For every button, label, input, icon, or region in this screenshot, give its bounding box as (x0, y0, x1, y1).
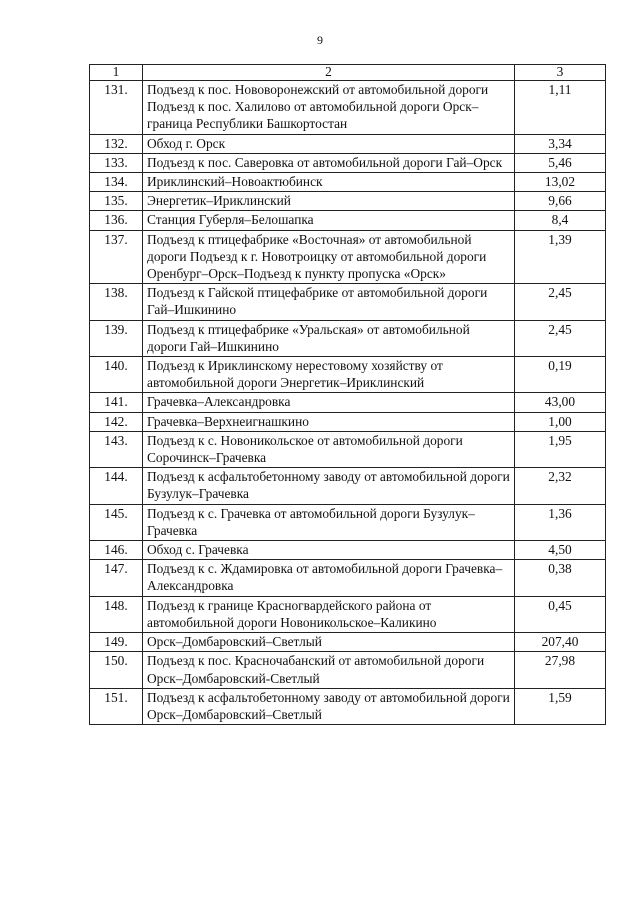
row-number: 149. (90, 633, 143, 652)
road-length: 0,45 (515, 596, 606, 632)
road-name: Подъезд к с. Ждамировка от автомобильной дороги Грачевка–Александровка (143, 560, 515, 596)
road-name: Станция Губерля–Белошапка (143, 211, 515, 230)
road-name: Подъезд к Гайской птицефабрике от автомобильной дороги Гай–Ишкинино (143, 284, 515, 320)
road-length: 2,32 (515, 468, 606, 504)
road-name: Подъезд к асфальтобетонному заводу от автомобильной дороги Бузулук–Грачевка (143, 468, 515, 504)
road-name: Подъезд к с. Новоникольское от автомобильной дороги Сорочинск–Грачевка (143, 431, 515, 467)
page-number: 9 (317, 33, 323, 47)
road-name: Грачевка–Верхнеигнашкино (143, 412, 515, 431)
table-row (90, 596, 606, 632)
row-number: 134. (90, 173, 143, 192)
table-row (90, 504, 606, 540)
column-header-length: 3 (515, 65, 606, 81)
table-header-row (90, 65, 606, 81)
road-length: 1,00 (515, 412, 606, 431)
table-row (90, 211, 606, 230)
row-number: 144. (90, 468, 143, 504)
row-number: 142. (90, 412, 143, 431)
table-row (90, 173, 606, 192)
roads-table (89, 64, 606, 725)
row-number: 148. (90, 596, 143, 632)
table-row (90, 431, 606, 467)
road-length: 27,98 (515, 652, 606, 688)
road-length: 4,50 (515, 541, 606, 560)
road-length: 3,34 (515, 134, 606, 153)
row-number: 150. (90, 652, 143, 688)
row-number: 137. (90, 230, 143, 284)
road-length: 1,95 (515, 431, 606, 467)
row-number: 140. (90, 357, 143, 393)
row-number: 133. (90, 153, 143, 172)
column-header-number: 1 (90, 65, 143, 81)
table-row (90, 652, 606, 688)
table-row (90, 688, 606, 724)
row-number: 145. (90, 504, 143, 540)
row-number: 139. (90, 320, 143, 356)
road-length: 0,19 (515, 357, 606, 393)
row-number: 151. (90, 688, 143, 724)
road-name: Подъезд к Ириклинскому нерестовому хозяйству от автомобильной дороги Энергетик–Ириклинский (143, 357, 515, 393)
road-length: 1,11 (515, 81, 606, 135)
table-row (90, 633, 606, 652)
row-number: 143. (90, 431, 143, 467)
road-name: Подъезд к птицефабрике «Восточная» от автомобильной дороги Подъезд к г. Новотроицку от автомобильной дороги Оренбург–Орск–Подъезд к пункту пропуска «Орск» (143, 230, 515, 284)
table-row (90, 192, 606, 211)
road-name: Ириклинский–Новоактюбинск (143, 173, 515, 192)
road-name: Обход с. Грачевка (143, 541, 515, 560)
road-name: Подъезд к пос. Саверовка от автомобильной дороги Гай–Орск (143, 153, 515, 172)
road-name: Подъезд к птицефабрике «Уральская» от автомобильной дороги Гай–Ишкинино (143, 320, 515, 356)
table-row (90, 320, 606, 356)
road-length: 207,40 (515, 633, 606, 652)
road-name: Орск–Домбаровский–Светлый (143, 633, 515, 652)
road-name: Энергетик–Ириклинский (143, 192, 515, 211)
road-name: Подъезд к с. Грачевка от автомобильной дороги Бузулук–Грачевка (143, 504, 515, 540)
table-row (90, 134, 606, 153)
road-length: 5,46 (515, 153, 606, 172)
road-length: 2,45 (515, 284, 606, 320)
row-number: 138. (90, 284, 143, 320)
road-name: Подъезд к пос. Нововоронежский от автомобильной дороги Подъезд к пос. Халилово от автомобильной дороги Орск–граница Республики Башкортостан (143, 81, 515, 135)
road-length: 1,39 (515, 230, 606, 284)
road-name: Грачевка–Александровка (143, 393, 515, 412)
table-row (90, 560, 606, 596)
road-name: Обход г. Орск (143, 134, 515, 153)
table-row (90, 468, 606, 504)
road-name: Подъезд к асфальтобетонному заводу от автомобильной дороги Орск–Домбаровский–Светлый (143, 688, 515, 724)
road-length: 13,02 (515, 173, 606, 192)
road-length: 43,00 (515, 393, 606, 412)
road-length: 8,4 (515, 211, 606, 230)
table-row (90, 357, 606, 393)
table-row (90, 393, 606, 412)
table-row (90, 81, 606, 135)
row-number: 136. (90, 211, 143, 230)
road-length: 9,66 (515, 192, 606, 211)
row-number: 146. (90, 541, 143, 560)
row-number: 147. (90, 560, 143, 596)
road-name: Подъезд к пос. Красночабанский от автомобильной дороги Орск–Домбаровский-Светлый (143, 652, 515, 688)
table-row (90, 284, 606, 320)
road-length: 1,36 (515, 504, 606, 540)
table-row (90, 412, 606, 431)
table-row (90, 541, 606, 560)
row-number: 131. (90, 81, 143, 135)
column-header-name: 2 (143, 65, 515, 81)
row-number: 132. (90, 134, 143, 153)
table-row (90, 153, 606, 172)
row-number: 141. (90, 393, 143, 412)
table-row (90, 230, 606, 284)
road-length: 2,45 (515, 320, 606, 356)
road-length: 1,59 (515, 688, 606, 724)
road-name: Подъезд к границе Красногвардейского района от автомобильной дороги Новоникольское–Каликино (143, 596, 515, 632)
road-length: 0,38 (515, 560, 606, 596)
row-number: 135. (90, 192, 143, 211)
